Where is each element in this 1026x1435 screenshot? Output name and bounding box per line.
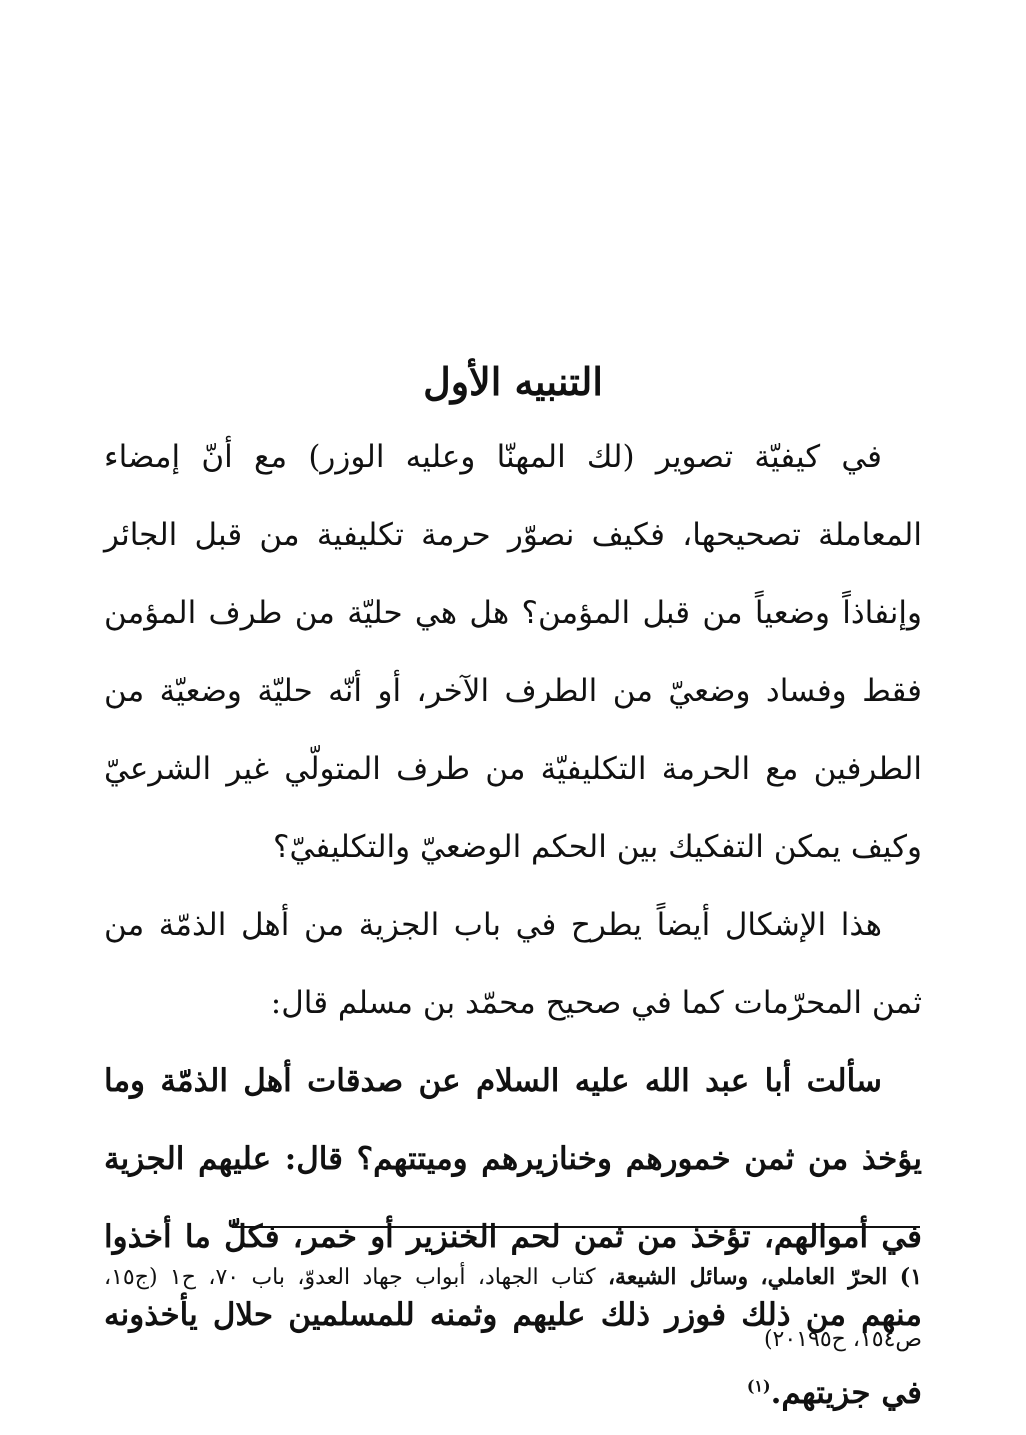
footnote-text: كتاب الجهاد، أبواب جهاد العدوّ، باب ٧٠، ح١ (ج١٥، ص١٥٤، ح٢٠١٩٥) xyxy=(104,1265,922,1352)
hadith-quote xyxy=(104,1042,922,1432)
footnote xyxy=(104,1246,922,1371)
paragraph-1: في كيفيّة تصوير (لك المهنّا وعليه الوزر) مع أنّ إمضاء المعاملة تصحيحها، فكيف نصوّر حرمة تكليفية من قبل الجائر وإنفاذاً وضعياً من قبل المؤمن؟ هل هي حليّة من طرف المؤمن فقط وفساد وضعيّ من الطرف الآخر، أو أنّه حليّة وضعيّة من الطرفين مع الحرمة التكليفيّة من طرف المتولّي غير الشرعيّ وكيف يمكن التفكيك بين الحكم الوضعيّ والتكليفيّ؟ xyxy=(104,439,922,865)
footnote-divider xyxy=(232,1226,920,1228)
paragraph-2: هذا الإشكال أيضاً يطرح في باب الجزية من أهل الذمّة من ثمن المحرّمات كما في صحيح محمّد بن مسلم قال: xyxy=(104,907,922,1021)
section-heading: التنبيه الأول xyxy=(423,359,603,404)
footnote-marker: (١) xyxy=(746,1376,771,1396)
footnote-author: الحرّ العاملي، xyxy=(760,1264,888,1290)
hadith-quote-text: سألت أبا عبد الله عليه السلام عن صدقات أهل الذمّة وما يؤخذ من ثمن خمورهم وخنازيرهم وميتتهم؟ قال: عليهم الجزية في أموالهم، تؤخذ من ثمن لحم الخنزير أو خمر، فكلّ ما أخذوا منهم من ذلك فوزر ذلك عليهم وثمنه للمسلمين حلال يأخذونه في جزيتهم. xyxy=(104,1063,922,1411)
footnote-number: ١) xyxy=(899,1264,923,1290)
footnote-book: وسائل الشيعة، xyxy=(607,1264,749,1290)
